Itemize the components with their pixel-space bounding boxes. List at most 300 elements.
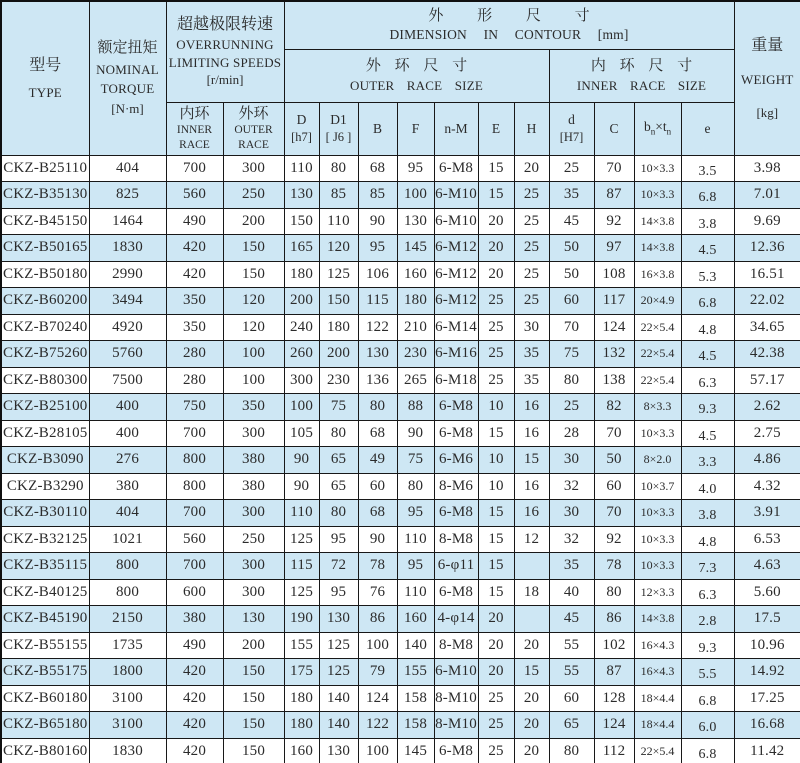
torque-unit: [N·m] bbox=[111, 101, 144, 117]
cell-weight: 17.25 bbox=[734, 685, 800, 712]
cell-inner-speed: 600 bbox=[166, 579, 223, 606]
cell-H: 20 bbox=[514, 155, 549, 182]
cell-type: CKZ-B70240 bbox=[1, 314, 89, 341]
col-header-speed-inner bbox=[166, 102, 223, 155]
table-row bbox=[1, 261, 800, 288]
cell-C: 80 bbox=[594, 579, 634, 606]
cell-inner-speed: 380 bbox=[166, 606, 223, 633]
cell-C: 102 bbox=[594, 632, 634, 659]
cell-F: 158 bbox=[397, 685, 434, 712]
cell-bxt: 10×3.3 bbox=[634, 420, 681, 447]
cell-F: 140 bbox=[397, 632, 434, 659]
cell-E: 25 bbox=[478, 341, 514, 368]
cell-B: 68 bbox=[358, 155, 397, 182]
cell-d: 45 bbox=[549, 208, 594, 235]
cell-H: 25 bbox=[514, 288, 549, 315]
cell-C: 124 bbox=[594, 314, 634, 341]
cell-d: 30 bbox=[549, 447, 594, 474]
col-header-torque bbox=[89, 1, 166, 155]
cell-B: 100 bbox=[358, 738, 397, 763]
cell-D: 175 bbox=[284, 659, 319, 686]
cell-C: 60 bbox=[594, 473, 634, 500]
cell-e: 6.8 bbox=[681, 738, 734, 763]
table-row bbox=[1, 553, 800, 580]
table-row bbox=[1, 579, 800, 606]
cell-n-M: 6-M8 bbox=[434, 394, 478, 421]
cell-F: 155 bbox=[397, 659, 434, 686]
cell-D: 90 bbox=[284, 447, 319, 474]
cell-weight: 4.63 bbox=[734, 553, 800, 580]
cell-D1: 180 bbox=[319, 314, 358, 341]
cell-inner-speed: 490 bbox=[166, 632, 223, 659]
cell-d: 32 bbox=[549, 473, 594, 500]
speed-outer-en2: RACE bbox=[238, 138, 269, 151]
cell-bxt: 22×5.4 bbox=[634, 367, 681, 394]
cell-outer-speed: 150 bbox=[223, 659, 284, 686]
cell-n-M: 8-M10 bbox=[434, 685, 478, 712]
cell-torque: 1800 bbox=[89, 659, 166, 686]
cell-F: 145 bbox=[397, 738, 434, 763]
cell-outer-speed: 300 bbox=[223, 553, 284, 580]
cell-E: 20 bbox=[478, 208, 514, 235]
cell-E: 25 bbox=[478, 314, 514, 341]
e-label: e bbox=[704, 120, 711, 136]
cell-H: 16 bbox=[514, 394, 549, 421]
cell-B: 49 bbox=[358, 447, 397, 474]
col-header-inner-race-size bbox=[549, 49, 734, 102]
col-header-B bbox=[358, 102, 397, 155]
cell-C: 117 bbox=[594, 288, 634, 315]
cell-outer-speed: 300 bbox=[223, 420, 284, 447]
cell-type: CKZ-B28105 bbox=[1, 420, 89, 447]
cell-F: 110 bbox=[397, 526, 434, 553]
cell-D1: 140 bbox=[319, 712, 358, 739]
cell-outer-speed: 250 bbox=[223, 526, 284, 553]
cell-D: 115 bbox=[284, 553, 319, 580]
cell-d: 55 bbox=[549, 632, 594, 659]
cell-torque: 404 bbox=[89, 155, 166, 182]
cell-H: 20 bbox=[514, 685, 549, 712]
cell-d: 25 bbox=[549, 394, 594, 421]
cell-F: 158 bbox=[397, 712, 434, 739]
cell-C: 70 bbox=[594, 500, 634, 527]
cell-F: 265 bbox=[397, 367, 434, 394]
cell-C: 138 bbox=[594, 367, 634, 394]
cell-bxt: 20×4.9 bbox=[634, 288, 681, 315]
cell-d: 75 bbox=[549, 341, 594, 368]
weight-label-en: WEIGHT bbox=[741, 72, 794, 88]
dimension-label-en: DIMENSION IN CONTOUR [mm] bbox=[389, 26, 629, 42]
cell-B: 68 bbox=[358, 420, 397, 447]
cell-e: 6.0 bbox=[681, 712, 734, 739]
cell-inner-speed: 420 bbox=[166, 261, 223, 288]
table-row bbox=[1, 685, 800, 712]
cell-D1: 200 bbox=[319, 341, 358, 368]
cell-outer-speed: 300 bbox=[223, 579, 284, 606]
cell-type: CKZ-B45190 bbox=[1, 606, 89, 633]
col-header-d bbox=[549, 102, 594, 155]
cell-B: 76 bbox=[358, 579, 397, 606]
cell-H: 15 bbox=[514, 447, 549, 474]
col-header-F bbox=[397, 102, 434, 155]
cell-e: 3.3 bbox=[681, 447, 734, 474]
cell-C: 87 bbox=[594, 659, 634, 686]
torque-label-en2: TORQUE bbox=[100, 81, 155, 97]
cell-e: 6.3 bbox=[681, 579, 734, 606]
cell-D: 130 bbox=[284, 182, 319, 209]
cell-inner-speed: 420 bbox=[166, 235, 223, 262]
table-row bbox=[1, 235, 800, 262]
col-header-C bbox=[594, 102, 634, 155]
cell-H: 16 bbox=[514, 420, 549, 447]
cell-C: 50 bbox=[594, 447, 634, 474]
cell-F: 88 bbox=[397, 394, 434, 421]
cell-E: 10 bbox=[478, 447, 514, 474]
cell-d: 60 bbox=[549, 685, 594, 712]
cell-outer-speed: 250 bbox=[223, 182, 284, 209]
cell-D1: 230 bbox=[319, 367, 358, 394]
cell-C: 132 bbox=[594, 341, 634, 368]
cell-H: 25 bbox=[514, 208, 549, 235]
cell-d: 32 bbox=[549, 526, 594, 553]
cell-D: 125 bbox=[284, 526, 319, 553]
cell-H: 15 bbox=[514, 659, 549, 686]
cell-F: 95 bbox=[397, 553, 434, 580]
col-header-type bbox=[1, 1, 89, 155]
col-header-speeds bbox=[166, 1, 284, 102]
cell-torque: 2150 bbox=[89, 606, 166, 633]
cell-e: 5.5 bbox=[681, 659, 734, 686]
cell-bxt: 10×3.7 bbox=[634, 473, 681, 500]
cell-type: CKZ-B25110 bbox=[1, 155, 89, 182]
cell-E: 20 bbox=[478, 659, 514, 686]
speeds-label-zh: 超越极限转速 bbox=[177, 16, 274, 34]
type-label-zh: 型号 bbox=[29, 57, 62, 75]
cell-weight: 57.17 bbox=[734, 367, 800, 394]
cell-H: 30 bbox=[514, 314, 549, 341]
table-row bbox=[1, 367, 800, 394]
col-header-bt bbox=[634, 102, 681, 155]
cell-B: 95 bbox=[358, 235, 397, 262]
cell-H bbox=[514, 606, 549, 633]
cell-torque: 825 bbox=[89, 182, 166, 209]
cell-H: 35 bbox=[514, 367, 549, 394]
cell-weight: 2.62 bbox=[734, 394, 800, 421]
cell-F: 95 bbox=[397, 500, 434, 527]
cell-outer-speed: 150 bbox=[223, 738, 284, 763]
cell-weight: 9.69 bbox=[734, 208, 800, 235]
cell-weight: 14.92 bbox=[734, 659, 800, 686]
speed-inner-en2: RACE bbox=[179, 138, 210, 151]
cell-type: CKZ-B3090 bbox=[1, 447, 89, 474]
speed-outer-en1: OUTER bbox=[234, 124, 273, 137]
col-header-H bbox=[514, 102, 549, 155]
C-label: C bbox=[609, 120, 619, 136]
table-row bbox=[1, 447, 800, 474]
cell-d: 60 bbox=[549, 288, 594, 315]
cell-n-M: 6-M12 bbox=[434, 288, 478, 315]
cell-inner-speed: 700 bbox=[166, 553, 223, 580]
cell-n-M: 4-φ14 bbox=[434, 606, 478, 633]
cell-inner-speed: 420 bbox=[166, 659, 223, 686]
cell-E: 25 bbox=[478, 288, 514, 315]
cell-D: 105 bbox=[284, 420, 319, 447]
cell-e: 4.8 bbox=[681, 526, 734, 553]
cell-B: 130 bbox=[358, 341, 397, 368]
cell-D: 100 bbox=[284, 394, 319, 421]
table-header bbox=[1, 1, 800, 155]
cell-H: 25 bbox=[514, 235, 549, 262]
col-header-e bbox=[681, 102, 734, 155]
cell-F: 75 bbox=[397, 447, 434, 474]
cell-D1: 80 bbox=[319, 420, 358, 447]
cell-torque: 400 bbox=[89, 420, 166, 447]
cell-torque: 3100 bbox=[89, 685, 166, 712]
cell-E: 15 bbox=[478, 420, 514, 447]
cell-B: 78 bbox=[358, 553, 397, 580]
cell-D1: 75 bbox=[319, 394, 358, 421]
cell-outer-speed: 300 bbox=[223, 500, 284, 527]
cell-bxt: 8×3.3 bbox=[634, 394, 681, 421]
weight-unit: [kg] bbox=[756, 105, 779, 120]
cell-D1: 65 bbox=[319, 447, 358, 474]
cell-torque: 1021 bbox=[89, 526, 166, 553]
cell-E: 10 bbox=[478, 473, 514, 500]
torque-label-en1: NOMINAL bbox=[96, 61, 159, 77]
cell-torque: 1830 bbox=[89, 738, 166, 763]
cell-weight: 5.60 bbox=[734, 579, 800, 606]
cell-e: 6.8 bbox=[681, 182, 734, 209]
cell-E: 25 bbox=[478, 738, 514, 763]
cell-inner-speed: 420 bbox=[166, 685, 223, 712]
cell-outer-speed: 150 bbox=[223, 712, 284, 739]
cell-C: 108 bbox=[594, 261, 634, 288]
speeds-label-en2: LIMITING SPEEDS bbox=[168, 54, 282, 70]
cell-D: 200 bbox=[284, 288, 319, 315]
cell-torque: 800 bbox=[89, 553, 166, 580]
table-row bbox=[1, 606, 800, 633]
cell-D1: 72 bbox=[319, 553, 358, 580]
cell-d: 35 bbox=[549, 182, 594, 209]
cell-H bbox=[514, 553, 549, 580]
col-header-outer-race-size bbox=[284, 49, 549, 102]
cell-weight: 16.51 bbox=[734, 261, 800, 288]
cell-D: 125 bbox=[284, 579, 319, 606]
cell-bxt: 14×3.8 bbox=[634, 235, 681, 262]
cell-inner-speed: 560 bbox=[166, 182, 223, 209]
cell-B: 122 bbox=[358, 712, 397, 739]
cell-inner-speed: 350 bbox=[166, 288, 223, 315]
cell-d: 80 bbox=[549, 367, 594, 394]
cell-e: 5.3 bbox=[681, 261, 734, 288]
cell-bxt: 10×3.3 bbox=[634, 500, 681, 527]
nM-label: n-M bbox=[444, 120, 468, 136]
outer-race-size-en: OUTER RACE SIZE bbox=[350, 77, 483, 93]
cell-type: CKZ-B50165 bbox=[1, 235, 89, 262]
cell-inner-speed: 280 bbox=[166, 341, 223, 368]
cell-type: CKZ-B45150 bbox=[1, 208, 89, 235]
cell-D: 180 bbox=[284, 685, 319, 712]
cell-n-M: 6-M18 bbox=[434, 367, 478, 394]
col-header-D1 bbox=[319, 102, 358, 155]
cell-D: 300 bbox=[284, 367, 319, 394]
table-row bbox=[1, 208, 800, 235]
cell-type: CKZ-B3290 bbox=[1, 473, 89, 500]
cell-C: 124 bbox=[594, 712, 634, 739]
cell-F: 130 bbox=[397, 208, 434, 235]
cell-B: 60 bbox=[358, 473, 397, 500]
outer-race-size-zh: 外 环 尺 寸 bbox=[365, 58, 473, 75]
cell-torque: 1735 bbox=[89, 632, 166, 659]
cell-d: 55 bbox=[549, 659, 594, 686]
cell-H: 16 bbox=[514, 473, 549, 500]
cell-n-M: 6-M12 bbox=[434, 261, 478, 288]
cell-e: 4.5 bbox=[681, 341, 734, 368]
cell-D: 240 bbox=[284, 314, 319, 341]
cell-weight: 34.65 bbox=[734, 314, 800, 341]
cell-D: 260 bbox=[284, 341, 319, 368]
cell-d: 45 bbox=[549, 606, 594, 633]
cell-bxt: 10×3.3 bbox=[634, 553, 681, 580]
cell-B: 106 bbox=[358, 261, 397, 288]
cell-n-M: 8-M8 bbox=[434, 526, 478, 553]
type-label-en: TYPE bbox=[28, 84, 62, 100]
cell-E: 10 bbox=[478, 394, 514, 421]
cell-B: 90 bbox=[358, 208, 397, 235]
cell-F: 160 bbox=[397, 261, 434, 288]
speed-inner-zh: 内环 bbox=[179, 106, 210, 123]
table-row bbox=[1, 659, 800, 686]
cell-D1: 125 bbox=[319, 659, 358, 686]
cell-D1: 130 bbox=[319, 606, 358, 633]
cell-bxt: 10×3.3 bbox=[634, 526, 681, 553]
cell-B: 136 bbox=[358, 367, 397, 394]
cell-weight: 11.42 bbox=[734, 738, 800, 763]
cell-E: 15 bbox=[478, 155, 514, 182]
cell-n-M: 6-φ11 bbox=[434, 553, 478, 580]
cell-H: 25 bbox=[514, 261, 549, 288]
cell-type: CKZ-B75260 bbox=[1, 341, 89, 368]
cell-d: 35 bbox=[549, 553, 594, 580]
cell-d: 30 bbox=[549, 500, 594, 527]
cell-inner-speed: 280 bbox=[166, 367, 223, 394]
cell-bxt: 10×3.3 bbox=[634, 182, 681, 209]
cell-D1: 80 bbox=[319, 155, 358, 182]
cell-H: 16 bbox=[514, 500, 549, 527]
cell-D1: 130 bbox=[319, 738, 358, 763]
cell-C: 78 bbox=[594, 553, 634, 580]
cell-outer-speed: 380 bbox=[223, 447, 284, 474]
header-row-1 bbox=[1, 1, 800, 49]
cell-inner-speed: 700 bbox=[166, 420, 223, 447]
cell-outer-speed: 200 bbox=[223, 208, 284, 235]
table-row bbox=[1, 738, 800, 763]
cell-D1: 125 bbox=[319, 632, 358, 659]
cell-e: 4.5 bbox=[681, 420, 734, 447]
cell-n-M: 6-M8 bbox=[434, 500, 478, 527]
cell-inner-speed: 700 bbox=[166, 500, 223, 527]
table-row bbox=[1, 473, 800, 500]
torque-label-zh: 额定扭矩 bbox=[97, 40, 158, 57]
cell-n-M: 8-M10 bbox=[434, 712, 478, 739]
cell-bxt: 10×3.3 bbox=[634, 155, 681, 182]
cell-B: 100 bbox=[358, 632, 397, 659]
cell-weight: 10.96 bbox=[734, 632, 800, 659]
cell-E: 20 bbox=[478, 606, 514, 633]
cell-D: 150 bbox=[284, 208, 319, 235]
cell-type: CKZ-B65180 bbox=[1, 712, 89, 739]
cell-D1: 80 bbox=[319, 500, 358, 527]
cell-outer-speed: 380 bbox=[223, 473, 284, 500]
col-header-speed-outer bbox=[223, 102, 284, 155]
cell-weight: 3.98 bbox=[734, 155, 800, 182]
cell-F: 80 bbox=[397, 473, 434, 500]
cell-bxt: 12×3.3 bbox=[634, 579, 681, 606]
cell-C: 87 bbox=[594, 182, 634, 209]
cell-e: 3.8 bbox=[681, 208, 734, 235]
cell-type: CKZ-B40125 bbox=[1, 579, 89, 606]
cell-F: 210 bbox=[397, 314, 434, 341]
cell-n-M: 6-M10 bbox=[434, 208, 478, 235]
table-row bbox=[1, 288, 800, 315]
cell-outer-speed: 120 bbox=[223, 314, 284, 341]
cell-E: 15 bbox=[478, 500, 514, 527]
cell-n-M: 6-M8 bbox=[434, 155, 478, 182]
cell-type: CKZ-B35130 bbox=[1, 182, 89, 209]
cell-inner-speed: 700 bbox=[166, 155, 223, 182]
cell-D1: 95 bbox=[319, 526, 358, 553]
cell-type: CKZ-B60200 bbox=[1, 288, 89, 315]
cell-C: 92 bbox=[594, 208, 634, 235]
cell-d: 25 bbox=[549, 155, 594, 182]
cell-bxt: 18×4.4 bbox=[634, 685, 681, 712]
cell-torque: 1464 bbox=[89, 208, 166, 235]
cell-B: 80 bbox=[358, 394, 397, 421]
cell-e: 2.8 bbox=[681, 606, 734, 633]
cell-B: 85 bbox=[358, 182, 397, 209]
B-label: B bbox=[373, 120, 383, 136]
cell-bxt: 18×4.4 bbox=[634, 712, 681, 739]
cell-D: 180 bbox=[284, 712, 319, 739]
cell-C: 92 bbox=[594, 526, 634, 553]
cell-n-M: 6-M14 bbox=[434, 314, 478, 341]
cell-n-M: 6-M6 bbox=[434, 447, 478, 474]
cell-n-M: 6-M8 bbox=[434, 579, 478, 606]
cell-outer-speed: 150 bbox=[223, 261, 284, 288]
cell-weight: 3.91 bbox=[734, 500, 800, 527]
table-row bbox=[1, 394, 800, 421]
bt-label: $b_n\times t_n$ bbox=[643, 119, 672, 137]
cell-E: 15 bbox=[478, 182, 514, 209]
F-label: F bbox=[411, 120, 420, 136]
cell-C: 70 bbox=[594, 420, 634, 447]
d-tolerance: [H7] bbox=[559, 130, 584, 145]
cell-d: 50 bbox=[549, 235, 594, 262]
cell-weight: 4.86 bbox=[734, 447, 800, 474]
cell-D: 110 bbox=[284, 155, 319, 182]
cell-torque: 5760 bbox=[89, 341, 166, 368]
cell-D1: 125 bbox=[319, 261, 358, 288]
cell-F: 230 bbox=[397, 341, 434, 368]
cell-D: 90 bbox=[284, 473, 319, 500]
cell-bxt: 16×3.8 bbox=[634, 261, 681, 288]
cell-F: 145 bbox=[397, 235, 434, 262]
cell-weight: 16.68 bbox=[734, 712, 800, 739]
cell-inner-speed: 420 bbox=[166, 738, 223, 763]
cell-D1: 85 bbox=[319, 182, 358, 209]
table-row bbox=[1, 420, 800, 447]
cell-bxt: 16×4.3 bbox=[634, 632, 681, 659]
